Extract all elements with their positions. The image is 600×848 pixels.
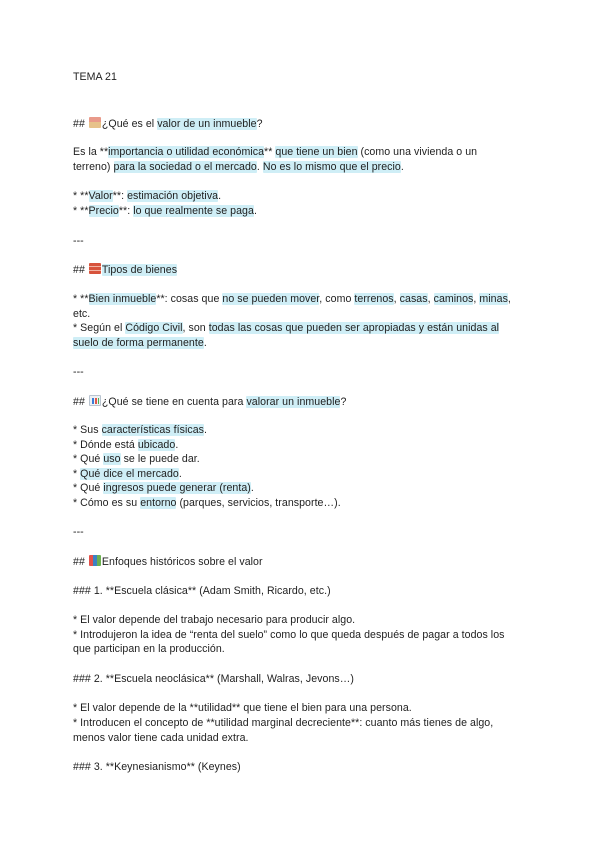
section-heading-valuation: ## ¿Qué se tiene en cuenta para valorar un inmueble? (73, 396, 347, 408)
subheading-keynesian: ### 3. **Keynesianismo** (Keynes) (73, 761, 241, 773)
list-item: * El valor depende de la **utilidad** que tiene el bien para una persona. (73, 702, 412, 714)
list-item: * Dónde está ubicado. (73, 439, 179, 451)
list-item: * **Valor**: estimación objetiva. (73, 190, 222, 202)
subheading-classical: ### 1. **Escuela clásica** (Adam Smith, Ricardo, etc.) (73, 585, 331, 597)
list-item: * Introdujeron la idea de “renta del suelo” como lo que queda después de pagar a todos los (73, 629, 505, 641)
paragraph-line: Es la **importancia o utilidad económica** que tiene un bien (como una vivienda o un (73, 146, 478, 158)
paragraph-line: que participan en la producción. (73, 643, 225, 655)
bar-chart-icon (89, 395, 101, 406)
list-item: * Qué ingresos puede generar (renta). (73, 482, 254, 494)
list-item: * El valor depende del trabajo necesario para producir algo. (73, 614, 356, 626)
list-item: * Según el Código Civil, son todas las cosas que pueden ser apropiadas y están unidas al (73, 322, 500, 334)
subheading-neoclassical: ### 2. **Escuela neoclásica** (Marshall, Walras, Jevons…) (73, 673, 354, 685)
document-title: TEMA 21 (73, 71, 117, 83)
section-heading-history: ## Enfoques históricos sobre el valor (73, 556, 263, 568)
section-heading-value: ## ¿Qué es el valor de un inmueble? (73, 118, 263, 130)
list-item: * Qué dice el mercado. (73, 468, 182, 480)
list-item: * Cómo es su entorno (parques, servicios, transporte…). (73, 497, 341, 509)
separator: --- (73, 235, 84, 247)
house-icon (89, 117, 101, 128)
list-item: * **Bien inmueble**: cosas que no se pueden mover, como terrenos, casas, caminos, minas, (73, 293, 511, 305)
separator: --- (73, 526, 84, 538)
list-item: * Qué uso se le puede dar. (73, 453, 200, 465)
paragraph-line: terreno) para la sociedad o el mercado. No es lo mismo que el precio. (73, 161, 404, 173)
separator: --- (73, 366, 84, 378)
books-icon (89, 555, 101, 566)
brick-icon (89, 263, 101, 274)
paragraph-line: etc. (73, 308, 91, 320)
paragraph-line: menos valor tiene cada unidad extra. (73, 732, 249, 744)
paragraph-line: suelo de forma permanente. (73, 337, 207, 349)
section-heading-types: ## Tipos de bienes (73, 264, 178, 276)
list-item: * **Precio**: lo que realmente se paga. (73, 205, 257, 217)
list-item: * Introducen el concepto de **utilidad marginal decreciente**: cuanto más tienes de algo, (73, 717, 494, 729)
list-item: * Sus características físicas. (73, 424, 207, 436)
